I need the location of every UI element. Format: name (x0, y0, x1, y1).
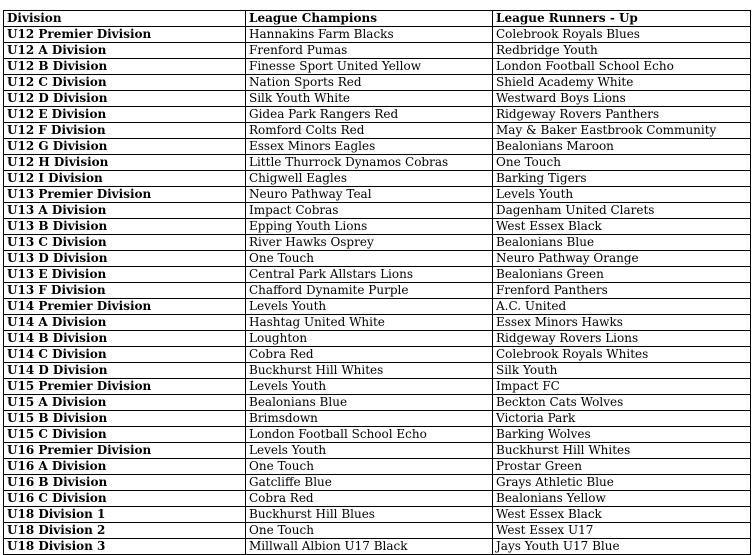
division-cell: U12 E Division (4, 107, 246, 123)
division-cell: U15 B Division (4, 411, 246, 427)
champion-cell: Chigwell Eagles (246, 171, 493, 187)
runner-up-cell: Jays Youth U17 Blue (493, 539, 751, 555)
runner-up-cell: Ridgeway Rovers Lions (493, 331, 751, 347)
division-cell: U16 C Division (4, 491, 246, 507)
table-row (4, 219, 751, 235)
champion-cell: One Touch (246, 459, 493, 475)
champion-cell: Millwall Albion U17 Black (246, 539, 493, 555)
champion-cell: Finesse Sport United Yellow (246, 59, 493, 75)
division-cell: U14 D Division (4, 363, 246, 379)
table-row (4, 347, 751, 363)
division-cell: U18 Division 1 (4, 507, 246, 523)
runner-up-cell: Barking Wolves (493, 427, 751, 443)
division-cell: U14 C Division (4, 347, 246, 363)
division-cell: U13 E Division (4, 267, 246, 283)
champion-cell: Levels Youth (246, 379, 493, 395)
table-row (4, 139, 751, 155)
runner-up-cell: Silk Youth (493, 363, 751, 379)
champion-cell: Hashtag United White (246, 315, 493, 331)
runner-up-cell: Colebrook Royals Whites (493, 347, 751, 363)
table-row (4, 251, 751, 267)
champion-cell: Romford Colts Red (246, 123, 493, 139)
table-row (4, 171, 751, 187)
champions-header: League Champions (246, 11, 493, 27)
champion-cell: Epping Youth Lions (246, 219, 493, 235)
division-cell: U14 Premier Division (4, 299, 246, 315)
division-cell: U12 A Division (4, 43, 246, 59)
table-row (4, 539, 751, 555)
table-row (4, 315, 751, 331)
runner-up-cell: One Touch (493, 155, 751, 171)
division-cell: U15 A Division (4, 395, 246, 411)
division-cell: U14 A Division (4, 315, 246, 331)
champion-cell: Chafford Dynamite Purple (246, 283, 493, 299)
runner-up-cell: A.C. United (493, 299, 751, 315)
division-cell: U12 G Division (4, 139, 246, 155)
champion-cell: Bealonians Blue (246, 395, 493, 411)
division-header: Division (4, 11, 246, 27)
runner-up-cell: Neuro Pathway Orange (493, 251, 751, 267)
table-row (4, 27, 751, 43)
table-row (4, 267, 751, 283)
table-row (4, 331, 751, 347)
champion-cell: One Touch (246, 251, 493, 267)
runner-up-cell: Buckhurst Hill Whites (493, 443, 751, 459)
champion-cell: Levels Youth (246, 299, 493, 315)
champion-cell: Essex Minors Eagles (246, 139, 493, 155)
table-row (4, 187, 751, 203)
division-cell: U12 Premier Division (4, 27, 246, 43)
division-cell: U12 I Division (4, 171, 246, 187)
division-cell: U16 Premier Division (4, 443, 246, 459)
table-row (4, 443, 751, 459)
table-row (4, 155, 751, 171)
champion-cell: Loughton (246, 331, 493, 347)
table-row (4, 379, 751, 395)
runner-up-cell: Bealonians Yellow (493, 491, 751, 507)
runner-up-cell: Grays Athletic Blue (493, 475, 751, 491)
champion-cell: Neuro Pathway Teal (246, 187, 493, 203)
runner-up-cell: Impact FC (493, 379, 751, 395)
champion-cell: Cobra Red (246, 347, 493, 363)
table-body (4, 27, 751, 555)
division-cell: U16 A Division (4, 459, 246, 475)
table-row (4, 203, 751, 219)
table-row (4, 475, 751, 491)
division-cell: U13 B Division (4, 219, 246, 235)
runner-up-cell: Essex Minors Hawks (493, 315, 751, 331)
table-row (4, 59, 751, 75)
champion-cell: Little Thurrock Dynamos Cobras (246, 155, 493, 171)
champion-cell: Buckhurst Hill Blues (246, 507, 493, 523)
champion-cell: Central Park Allstars Lions (246, 267, 493, 283)
table-row (4, 523, 751, 539)
champion-cell: London Football School Echo (246, 427, 493, 443)
runner-up-cell: Barking Tigers (493, 171, 751, 187)
champion-cell: Levels Youth (246, 443, 493, 459)
division-cell: U12 D Division (4, 91, 246, 107)
runner-up-cell: West Essex U17 (493, 523, 751, 539)
division-cell: U12 B Division (4, 59, 246, 75)
division-cell: U14 B Division (4, 331, 246, 347)
champion-cell: Hannakins Farm Blacks (246, 27, 493, 43)
champion-cell: Buckhurst Hill Whites (246, 363, 493, 379)
table-row (4, 411, 751, 427)
champion-cell: Nation Sports Red (246, 75, 493, 91)
runner-up-cell: Colebrook Royals Blues (493, 27, 751, 43)
division-cell: U18 Division 2 (4, 523, 246, 539)
table-row (4, 235, 751, 251)
runner-up-cell: Levels Youth (493, 187, 751, 203)
runner-up-cell: Prostar Green (493, 459, 751, 475)
runner-up-cell: London Football School Echo (493, 59, 751, 75)
runner-up-cell: Beckton Cats Wolves (493, 395, 751, 411)
table-row (4, 459, 751, 475)
table-row (4, 123, 751, 139)
champion-cell: River Hawks Osprey (246, 235, 493, 251)
division-cell: U13 A Division (4, 203, 246, 219)
division-cell: U13 F Division (4, 283, 246, 299)
runner-up-cell: Redbridge Youth (493, 43, 751, 59)
runner-up-cell: West Essex Black (493, 219, 751, 235)
runner-up-cell: Bealonians Blue (493, 235, 751, 251)
runner-up-cell: Bealonians Maroon (493, 139, 751, 155)
division-cell: U12 H Division (4, 155, 246, 171)
runner-up-cell: West Essex Black (493, 507, 751, 523)
table-row (4, 75, 751, 91)
division-cell: U12 F Division (4, 123, 246, 139)
division-cell: U16 B Division (4, 475, 246, 491)
header-row (4, 11, 751, 27)
results-table (3, 10, 751, 555)
table-row (4, 283, 751, 299)
champion-cell: Brimsdown (246, 411, 493, 427)
champion-cell: Cobra Red (246, 491, 493, 507)
table-row (4, 491, 751, 507)
table-row (4, 395, 751, 411)
runner-up-cell: Westward Boys Lions (493, 91, 751, 107)
runner-up-cell: Bealonians Green (493, 267, 751, 283)
runner-up-cell: Ridgeway Rovers Panthers (493, 107, 751, 123)
champion-cell: Gatcliffe Blue (246, 475, 493, 491)
champion-cell: Silk Youth White (246, 91, 493, 107)
division-cell: U13 C Division (4, 235, 246, 251)
champion-cell: Frenford Pumas (246, 43, 493, 59)
division-cell: U12 C Division (4, 75, 246, 91)
champion-cell: Gidea Park Rangers Red (246, 107, 493, 123)
champion-cell: Impact Cobras (246, 203, 493, 219)
runner-up-cell: Shield Academy White (493, 75, 751, 91)
division-cell: U15 C Division (4, 427, 246, 443)
runner-up-cell: Frenford Panthers (493, 283, 751, 299)
runner-up-cell: Victoria Park (493, 411, 751, 427)
table-row (4, 507, 751, 523)
table-row (4, 427, 751, 443)
table-row (4, 363, 751, 379)
table-row (4, 91, 751, 107)
division-cell: U13 D Division (4, 251, 246, 267)
division-cell: U15 Premier Division (4, 379, 246, 395)
division-cell: U13 Premier Division (4, 187, 246, 203)
division-cell: U18 Division 3 (4, 539, 246, 555)
runner-up-cell: Dagenham United Clarets (493, 203, 751, 219)
table-row (4, 43, 751, 59)
table-row (4, 299, 751, 315)
runners-up-header: League Runners - Up (493, 11, 751, 27)
champion-cell: One Touch (246, 523, 493, 539)
table-row (4, 107, 751, 123)
runner-up-cell: May & Baker Eastbrook Community (493, 123, 751, 139)
